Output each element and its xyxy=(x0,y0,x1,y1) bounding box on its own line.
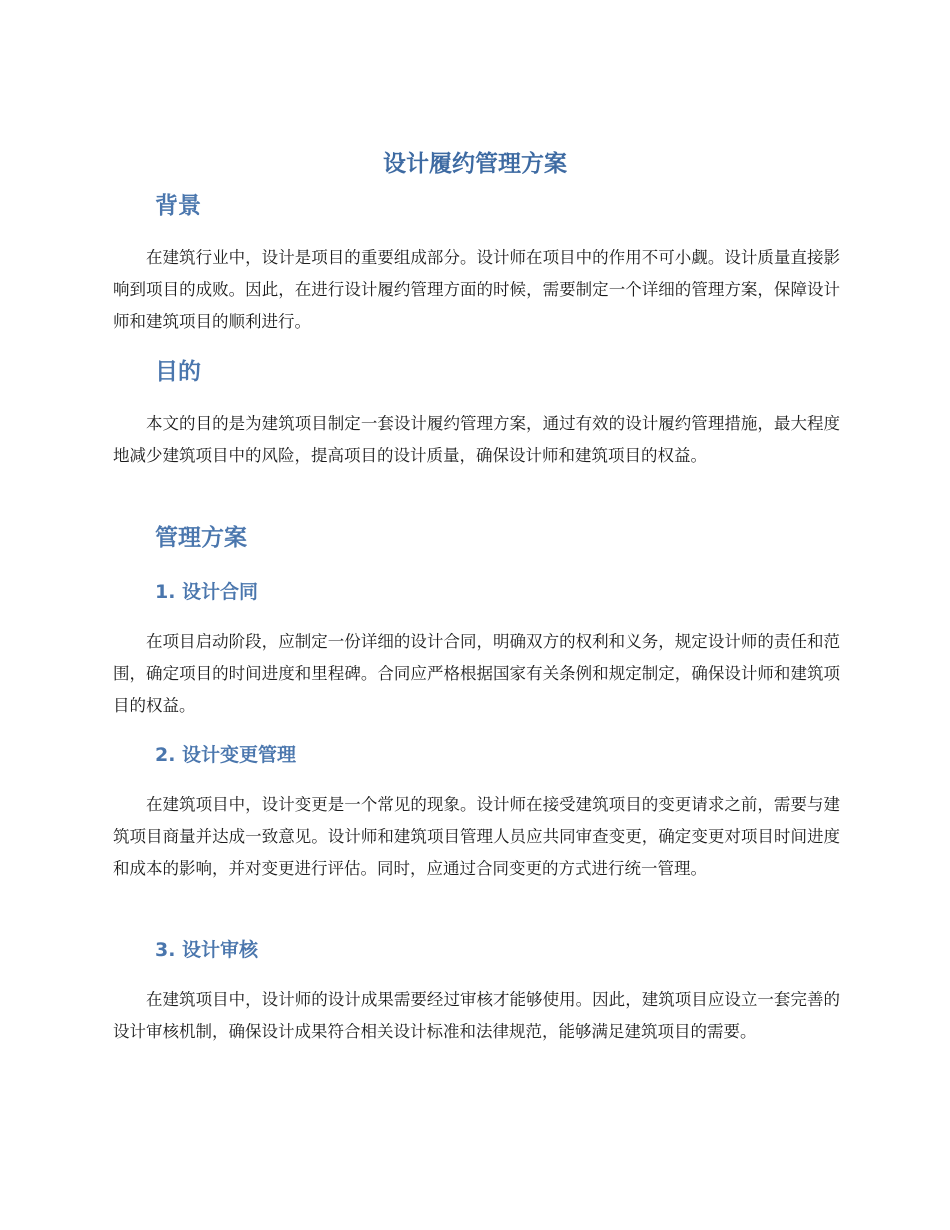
subsection-heading-design-contract: 1. 设计合同 xyxy=(155,581,259,603)
section-paragraph-background: 在建筑行业中，设计是项目的重要组成部分。设计师在项目中的作用不可小觑。设计质量直接影响到项目的成败。因此，在进行设计履约管理方面的时候，需要制定一个详细的管理方案，保障设计师和建筑项目的顺利进行。 xyxy=(113,248,840,331)
section-paragraph-purpose: 本文的目的是为建筑项目制定一套设计履约管理方案，通过有效的设计履约管理措施，最大程度地减少建筑项目中的风险，提高项目的设计质量，确保设计师和建筑项目的权益。 xyxy=(113,414,840,465)
section-heading-purpose: 目的 xyxy=(155,359,201,385)
subsection-paragraph-change-management: 在建筑项目中，设计变更是一个常见的现象。设计师在接受建筑项目的变更请求之前，需要与建筑项目商量并达成一致意见。设计师和建筑项目管理人员应共同审查变更，确定变更对项目时间进度和成本的影响，并对变更进行评估。同时，应通过合同变更的方式进行统一管理。 xyxy=(113,795,840,878)
subsection-paragraph-design-contract: 在项目启动阶段，应制定一份详细的设计合同，明确双方的权利和义务，规定设计师的责任和范围，确定项目的时间进度和里程碑。合同应严格根据国家有关条例和规定制定，确保设计师和建筑项目的权益。 xyxy=(113,632,840,715)
section-heading-background: 背景 xyxy=(155,193,201,219)
subsection-paragraph-design-review: 在建筑项目中，设计师的设计成果需要经过审核才能够使用。因此，建筑项目应设立一套完善的设计审核机制，确保设计成果符合相关设计标准和法律规范，能够满足建筑项目的需要。 xyxy=(113,990,840,1041)
section-heading-management-plan: 管理方案 xyxy=(155,525,247,551)
document-title: 设计履约管理方案 xyxy=(383,151,567,177)
subsection-heading-design-review: 3. 设计审核 xyxy=(155,939,259,961)
subsection-heading-change-management: 2. 设计变更管理 xyxy=(155,744,297,766)
